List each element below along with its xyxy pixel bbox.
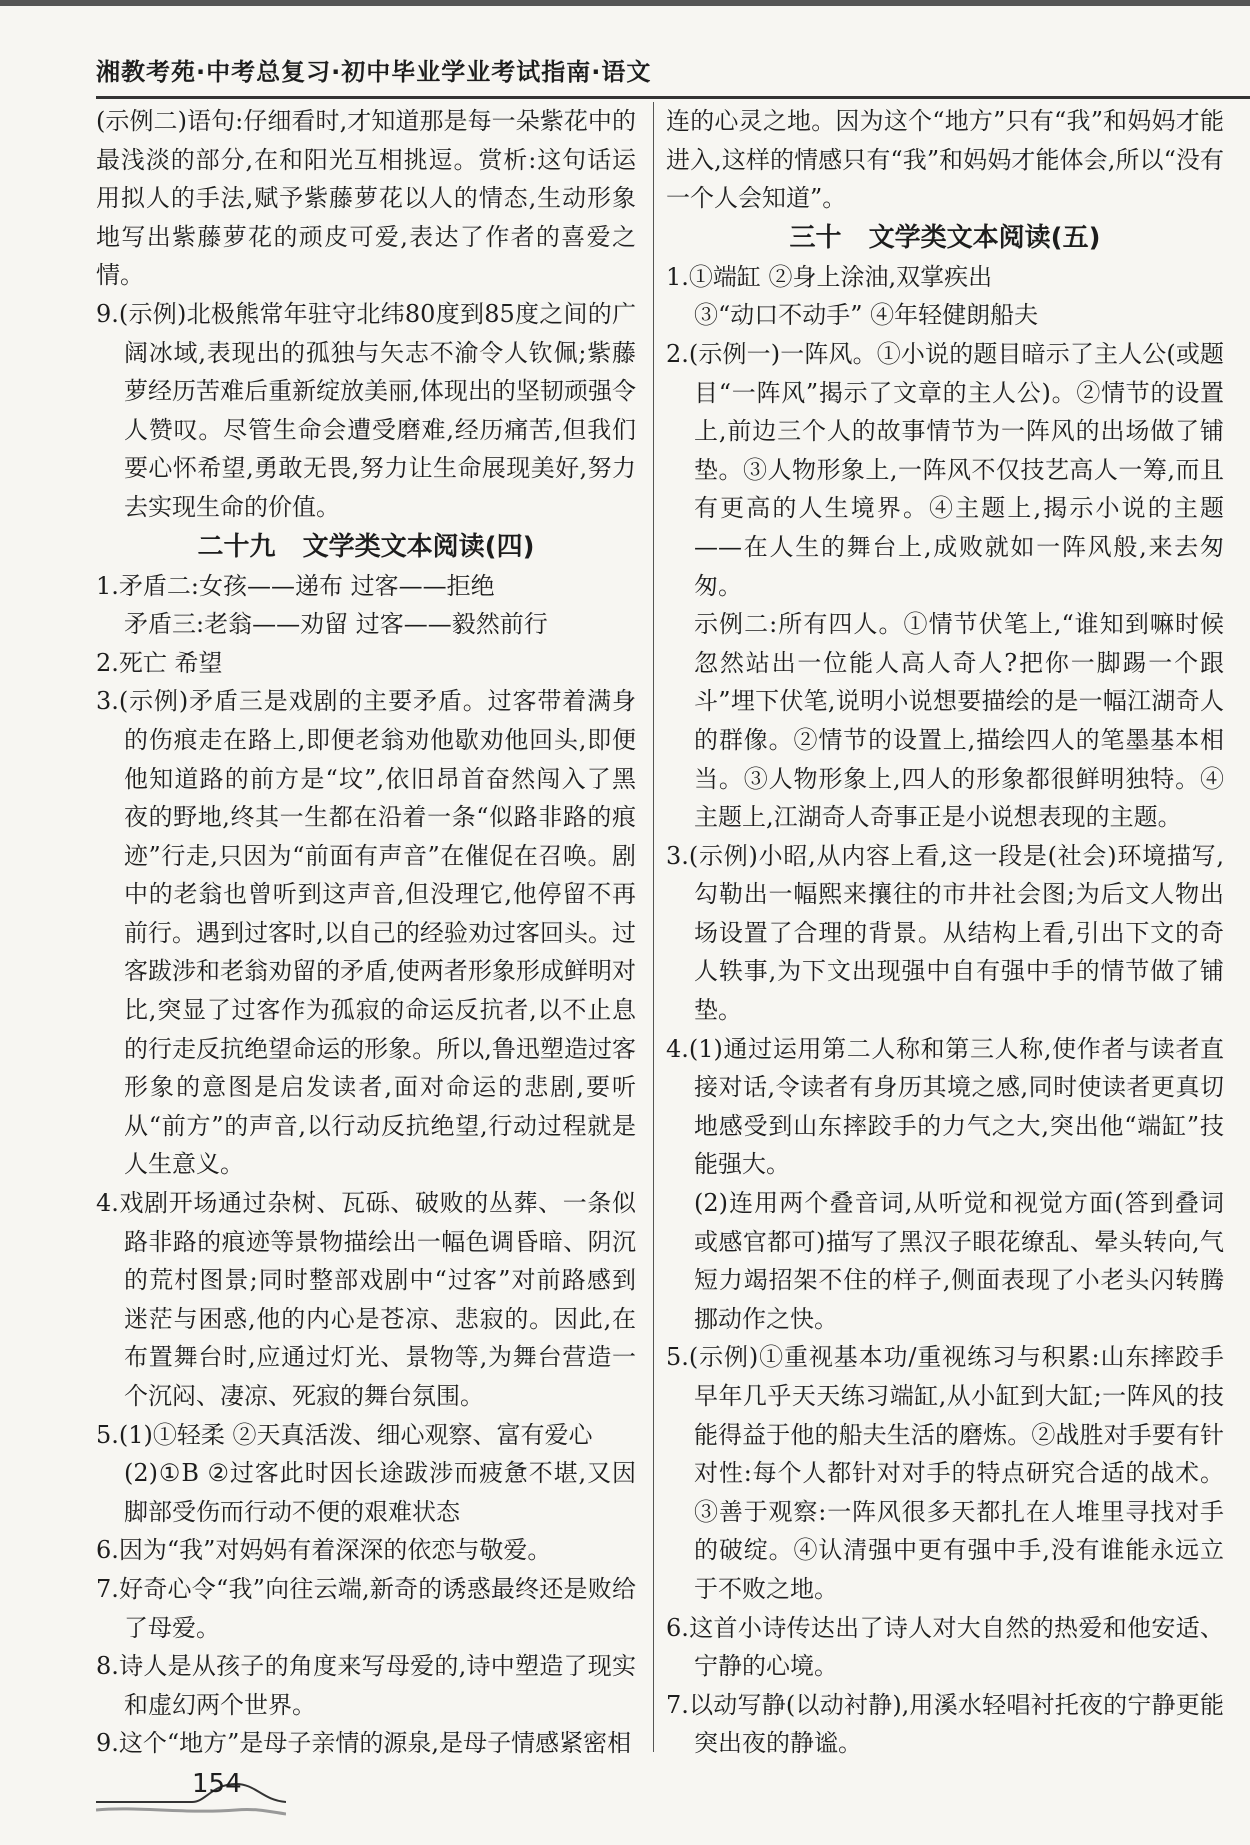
answer-paragraph: 9.(示例)北极熊常年驻守北纬80度到85度之间的广阔冰域,表现出的孤独与矢志不渝令人钦佩;紫藤萝经历苦难后重新绽放美丽,体现出的坚韧顽强令人赞叹。尽管生命会遭受磨难,经历痛苦,但我们要心怀希望,勇敢无畏,努力让生命展现美好,努力去实现生命的价值。 (96, 299, 636, 521)
answer-paragraph: (2)①B ②过客此时因长途跋涉而疲惫不堪,又因脚部受伤而行动不便的艰难状态 (124, 1459, 636, 1526)
answer-paragraph: 6.这首小诗传达出了诗人对大自然的热爱和他安适、宁静的心境。 (666, 1613, 1224, 1681)
left-column (96, 102, 636, 1763)
answer-paragraph: 8.诗人是从孩子的角度来写母爱的,诗中塑造了现实和虚幻两个世界。 (96, 1652, 636, 1719)
answer-paragraph: (示例二)语句:仔细看时,才知道那是每一朵紫花中的最浅淡的部分,在和阳光互相挑逗。赏析:这句话运用拟人的手法,赋予紫藤萝花以人的情态,生动形象地写出紫藤萝花的顽皮可爱,表达了作者的喜爱之情。 (96, 107, 636, 290)
answer-paragraph: 3.(示例)矛盾三是戏剧的主要矛盾。过客带着满身的伤痕走在路上,即便老翁劝他歇劝他回头,即便他知道路的前方是“坟”,依旧昂首奋然闯入了黑夜的野地,终其一生都在沿着一条“似路非路的痕迹”行走,只因为“前面有声音”在催促在召唤。剧中的老翁也曾听到这声音,但没理它,他停留不再前行。遇到过客时,以自己的经验劝过客回头。过客跋涉和老翁劝留的矛盾,使两者形象形成鲜明对比,突显了过客作为孤寂的命运反抗者,以不止息的行走反抗绝望命运的形象。所以,鲁迅塑造过客形象的意图是启发读者,面对命运的悲剧,要听从“前方”的声音,以行动反抗绝望,行动过程就是人生意义。 (96, 687, 636, 1179)
answer-paragraph: 2.(示例一)一阵风。①小说的题目暗示了主人公(或题目“一阵风”揭示了文章的主人公)。②情节的设置上,前边三个人的故事情节为一阵风的出场做了铺垫。③人物形象上,一阵风不仅技艺高人一筹,而且有更高的人生境界。④主题上,揭示小说的主题——在人生的舞台上,成败就如一阵风般,来去匆匆。 (666, 339, 1224, 600)
answer-paragraph: 连的心灵之地。因为这个“地方”只有“我”和妈妈才能进入,这样的情感只有“我”和妈妈才能体会,所以“没有一个人会知道”。 (666, 107, 1224, 213)
answer-paragraph: 4.(1)通过运用第二人称和第三人称,使作者与读者直接对话,令读者有身历其境之感,同时使读者更真切地感受到山东摔跤手的力气之大,突出他“端缸”技能强大。 (666, 1034, 1224, 1179)
page-number: 154 (192, 1769, 242, 1799)
top-edge-rule (0, 0, 1250, 6)
running-header: 湘教考苑·中考总复习·初中毕业学业考试指南·语文 (96, 58, 652, 86)
answer-paragraph: 7.好奇心令“我”向往云端,新奇的诱惑最终还是败给了母爱。 (96, 1574, 636, 1642)
answer-paragraph: 示例二:所有四人。①情节伏笔上,“谁知到嘛时候忽然站出一位能人高人奇人?把你一脚踢一个跟斗”埋下伏笔,说明小说想要描绘的是一幅江湖奇人的群像。②情节的设置上,描绘四人的笔墨基本相当。③人物形象上,四人的形象都很鲜明独特。④主题上,江湖奇人奇事正是小说想表现的主题。 (694, 610, 1224, 832)
answer-paragraph: 2.死亡 希望 (96, 648, 223, 677)
answer-paragraph: 6.因为“我”对妈妈有着深深的依恋与敬爱。 (96, 1536, 552, 1565)
answer-paragraph: 4.戏剧开场通过杂树、瓦砾、破败的丛葬、一条似路非路的痕迹等景物描绘出一幅色调昏暗、阴沉的荒村图景;同时整部戏剧中“过客”对前路感到迷茫与困惑,他的内心是苍凉、悲寂的。因此,在布置舞台时,应通过灯光、景物等,为舞台营造一个沉闷、凄凉、死寂的舞台氛围。 (96, 1189, 636, 1410)
answer-paragraph: 1.矛盾二:女孩——递布 过客——拒绝 (96, 571, 495, 600)
right-column (666, 102, 1224, 1763)
column-divider (653, 102, 654, 1752)
answer-paragraph: 7.以动写静(以动衬静),用溪水轻唱衬托夜的宁静更能突出夜的静谧。 (666, 1690, 1224, 1758)
answer-paragraph: 5.(示例)①重视基本功/重视练习与积累:山东摔跤手早年几乎天天练习端缸,从小缸到大缸;一阵风的技能得益于他的船夫生活的磨炼。②战胜对手要有针对性:每个人都针对对手的特点研究合适的战术。③善于观察:一阵风很多天都扎在人堆里寻找对手的破绽。④认清强中更有强中手,没有谁能永远立于不败之地。 (666, 1343, 1224, 1603)
answer-paragraph: 矛盾三:老翁——劝留 过客——毅然前行 (124, 610, 548, 639)
section-heading: 二十九 文学类文本阅读(四) (197, 531, 535, 562)
answer-paragraph: ③“动口不动手” ④年轻健朗船夫 (694, 301, 1039, 330)
section-heading: 三十 文学类文本阅读(五) (789, 222, 1101, 253)
footer-wave-decoration (96, 1754, 286, 1834)
answer-paragraph: 9.这个“地方”是母子亲情的源泉,是母子情感紧密相 (96, 1729, 632, 1758)
answer-paragraph: (2)连用两个叠音词,从听觉和视觉方面(答到叠词或感官都可)描写了黑汉子眼花缭乱、晕头转向,气短力竭招架不住的样子,侧面表现了小老头闪转腾挪动作之快。 (694, 1189, 1224, 1333)
answer-paragraph: 5.(1)①轻柔 ②天真活泼、细心观察、富有爱心 (96, 1420, 593, 1449)
answer-paragraph: 1.①端缸 ②身上涂油,双掌疾出 (666, 262, 993, 291)
page-footer (96, 1754, 286, 1834)
answer-paragraph: 3.(示例)小昭,从内容上看,这一段是(社会)环境描写,勾勒出一幅熙来攘往的市井社会图;为后文人物出场设置了合理的背景。从结构上看,引出下文的奇人轶事,为下文出现强中自有强中手的情节做了铺垫。 (666, 841, 1224, 1025)
header-rule (96, 96, 1250, 99)
